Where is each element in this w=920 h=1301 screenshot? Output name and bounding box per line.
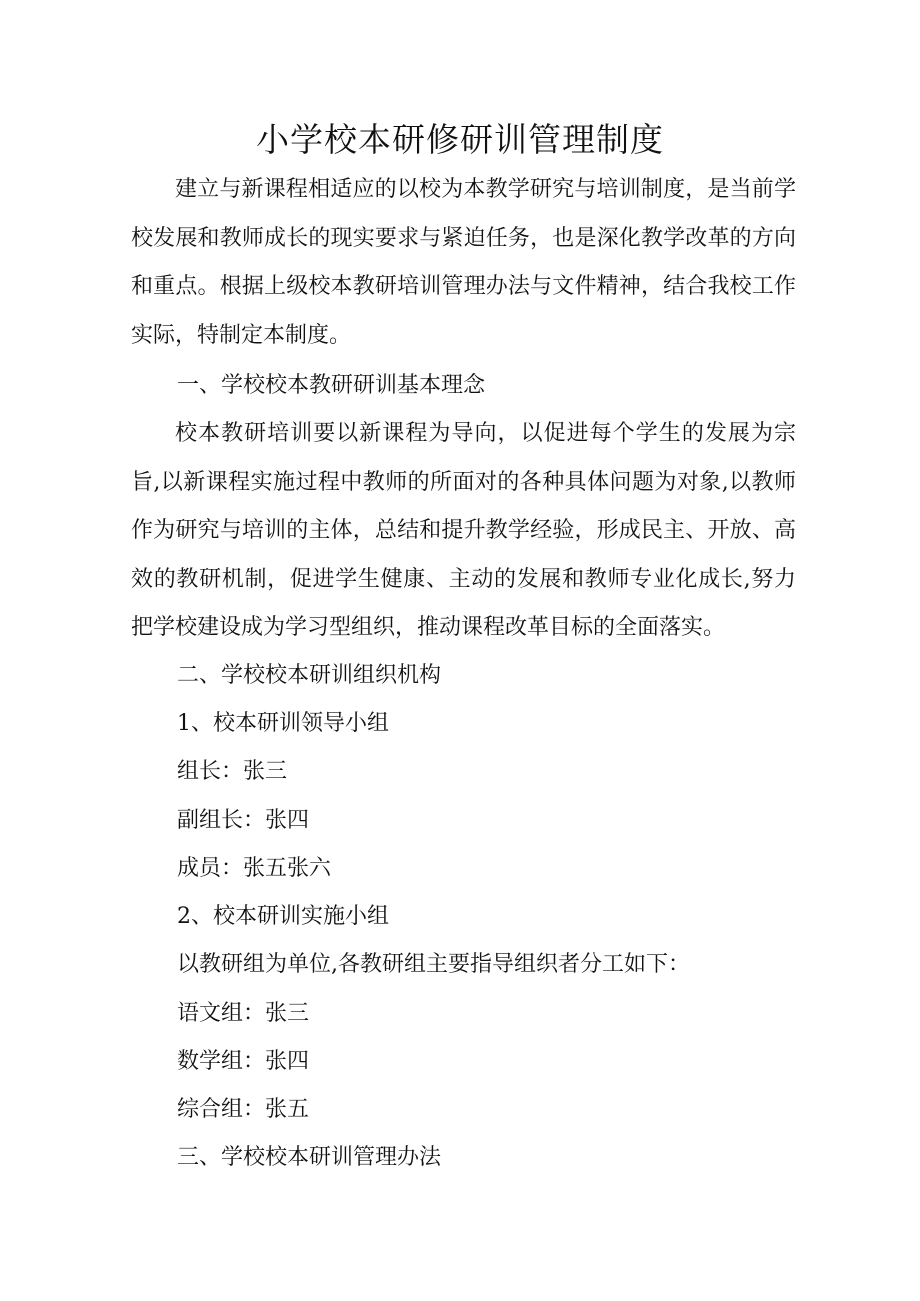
intro-paragraph: 建立与新课程相适应的以校为本教学研究与培训制度，是当前学校发展和教师成长的现实要求与紧迫任务，也是深化教学改革的方向和重点。根据上级校本教研培训管理办法与文件精神，结合我校工作实际，特制定本制度。 <box>131 177 796 348</box>
vice-group-leader: 副组长：张四 <box>177 808 310 833</box>
group-members: 成员：张五张六 <box>177 856 332 881</box>
math-group-leader: 数学组：张四 <box>177 1049 310 1074</box>
leading-group-subheading: 1、校本研训领导小组 <box>177 711 389 736</box>
chinese-group-leader: 语文组：张三 <box>177 1001 310 1026</box>
implementation-group-description: 以教研组为单位,各教研组主要指导组织者分工如下： <box>177 952 690 977</box>
implementation-group-subheading: 2、校本研训实施小组 <box>177 904 389 929</box>
section-3-heading: 三、学校校本研训管理办法 <box>177 1145 442 1170</box>
section-1-body: 校本教研培训要以新课程为导向，以促进每个学生的发展为宗旨,以新课程实施过程中教师的所面对的各种具体问题为对象,以教师作为研究与培训的主体，总结和提升教学经验，形成民主、开放、高效的教研机制，促进学生健康、主动的发展和教师专业化成长,努力把学校建设成为学习型组织，推动课程改革目标的全面落实。 <box>131 421 796 641</box>
group-leader: 组长：张三 <box>177 759 288 784</box>
section-2-heading: 二、学校校本研训组织机构 <box>177 663 442 688</box>
general-group-leader: 综合组：张五 <box>177 1097 310 1122</box>
document-title: 小学校本研修研训管理制度 <box>256 120 664 159</box>
section-1-heading: 一、学校校本教研研训基本理念 <box>177 373 486 398</box>
